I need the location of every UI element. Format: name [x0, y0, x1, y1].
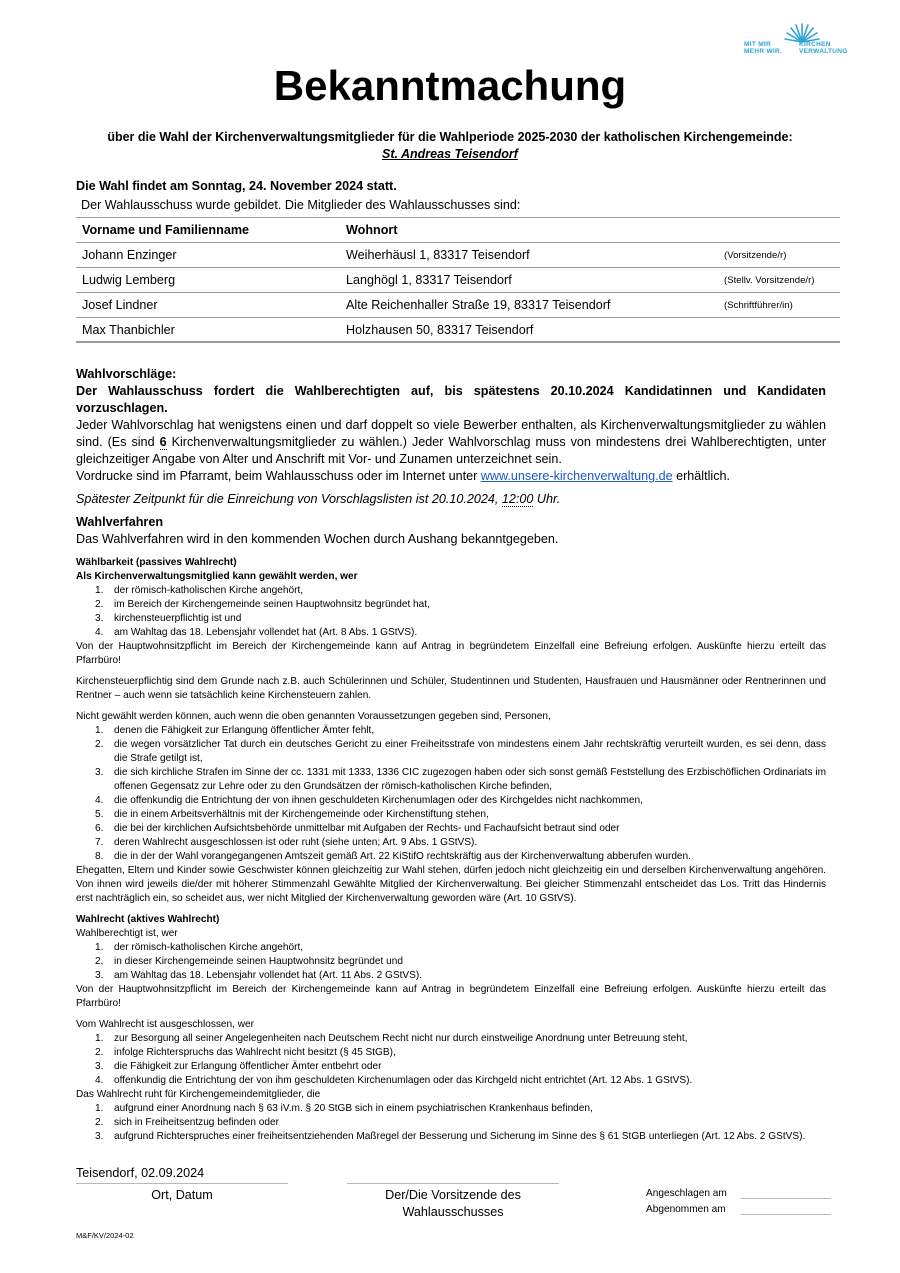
list-item: 2. infolge Richterspruchs das Wahlrecht nicht besitzt (§ 45 StGB), — [95, 1047, 396, 1058]
list-item: 8. die in der der Wahl vorangegangenen Amtszeit gemäß Art. 22 KiStifO rechtskräftig aus der Kirchenverwaltung abberufen wurden. — [95, 851, 691, 862]
procedure-heading: Wahlverfahren — [76, 515, 164, 529]
list-item: 3. kirchensteuerpflichtig ist und — [95, 613, 242, 624]
member-name: Josef Lindner — [76, 293, 340, 318]
suspended-list — [76, 1102, 826, 1144]
list-item: 4. die offenkundig die Entrichtung der von ihnen geschuldeten Kirchenumlagen oder des Kirchgeldes nicht nachkommen, — [95, 795, 643, 806]
member-name: Johann Enzinger — [76, 243, 340, 268]
excluded-list — [76, 724, 826, 864]
list-item: 2. sich in Freiheitsentzug befinden oder — [95, 1117, 279, 1128]
deadline-time: 12:00 — [501, 492, 534, 506]
list-item: 3. am Wahltag das 18. Lebensjahr vollendet hat (Art. 11 Abs. 2 GStVS). — [95, 970, 423, 981]
list-item: 2. in dieser Kirchengemeinde seinen Hauptwohnsitz begründet und — [95, 956, 403, 967]
header-address: Wohnort — [340, 218, 718, 243]
logo — [744, 18, 864, 60]
member-address: Alte Reichenhaller Straße 19, 83317 Teisendorf — [340, 293, 718, 318]
place-date-label: Ort, Datum — [151, 1188, 213, 1202]
relatives-note: Ehegatten, Eltern und Kinder sowie Geschwister können gleichzeitig zur Wahl stehen, dürfen jedoch nicht gleichzeitig ein und derselben Kirchenverwaltung angehören. Von ihnen wird jeweils die/der mit höherer Stimmenzahl Gewählte Mitglied der Kirchenverwaltung. Bei gleicher Stimmenzahl entscheidet das Los. Tritt das Hindernis erst nachträglich ein, so scheidet aus, wer nicht Mitglied der Kirchenverwaltung geworden wäre (Art. 10 GStVS). — [76, 865, 826, 904]
table-header-row — [76, 218, 840, 243]
header-name: Vorname und Familienname — [76, 218, 340, 243]
page-title: Bekanntmachung — [273, 62, 627, 109]
member-address: Weiherhäusl 1, 83317 Teisendorf — [340, 243, 718, 268]
chair-label: Der/Die Vorsitzende des Wahlausschusses — [385, 1188, 521, 1219]
member-role: (Vorsitzende/r) — [718, 243, 840, 268]
posted-date-line — [741, 1198, 831, 1199]
subtitle-text: über die Wahl der Kirchenverwaltungsmitglieder für die Wahlperiode 2025-2030 der katholischen Kirchengemeinde: — [107, 130, 793, 144]
list-item: 1. der römisch-katholischen Kirche angehört, — [95, 942, 304, 953]
member-name: Ludwig Lemberg — [76, 268, 340, 293]
place-date-line — [76, 1183, 288, 1184]
member-role — [718, 318, 840, 343]
list-item: 1. der römisch-katholischen Kirche angehört, — [95, 585, 304, 596]
place-date-value: Teisendorf, 02.09.2024 — [76, 1166, 205, 1180]
passive-list — [76, 584, 826, 640]
committee-table — [76, 217, 840, 343]
list-item: 7. deren Wahlrecht ausgeschlossen ist oder ruht (siehe unten; Art. 9 Abs. 1 GStVS). — [95, 837, 478, 848]
proposals-heading: Wahlvorschläge: — [76, 367, 177, 381]
active-exemption: Von der Hauptwohnsitzpflicht im Bereich der Kirchengemeinde kann auf Antrag in begründetem Einzelfall eine Befreiung erfolgen. Auskünfte hierzu erteilt das Pfarrbüro! — [76, 984, 826, 1009]
member-address: Holzhausen 50, 83317 Teisendorf — [340, 318, 718, 343]
excluded-intro: Nicht gewählt werden können, auch wenn die oben genannten Voraussetzungen gegeben sind, Personen, — [76, 711, 551, 722]
passive-subheading: Als Kirchenverwaltungsmitglied kann gewählt werden, wer — [76, 571, 358, 582]
list-item: 4. am Wahltag das 18. Lebensjahr vollendet hat (Art. 8 Abs. 1 GStVS). — [95, 627, 418, 638]
proposals-call: Der Wahlausschuss fordert die Wahlberechtigten auf, bis spätestens 20.10.2024 Kandidatinnen und Kandidaten vorzuschlagen. — [76, 384, 826, 415]
subtitle — [0, 129, 900, 163]
passive-exemption: Von der Hauptwohnsitzpflicht im Bereich der Kirchengemeinde kann auf Antrag in begründetem Einzelfall eine Befreiung erfolgen. Auskünfte hierzu erteilt das Pfarrbüro! — [76, 641, 826, 666]
member-role: (Schriftführer/in) — [718, 293, 840, 318]
seat-count: 6 — [159, 435, 167, 449]
table-row — [76, 318, 840, 343]
member-name: Max Thanbichler — [76, 318, 340, 343]
list-item: 2. im Bereich der Kirchengemeinde seinen Hauptwohnsitz begründet hat, — [95, 599, 430, 610]
list-item: 5. die in einem Arbeitsverhältnis mit der Kirchengemeinde oder Kirchenstiftung stehen, — [95, 809, 489, 820]
table-row — [76, 243, 840, 268]
list-item: 1. aufgrund einer Anordnung nach § 63 iV.m. § 20 StGB sich in einem psychiatrischen Krankenhaus befinden, — [95, 1103, 593, 1114]
election-date: Die Wahl findet am Sonntag, 24. November 2024 statt. — [76, 179, 397, 193]
list-item: 3. die sich kirchliche Strafen im Sinne der cc. 1331 mit 1333, 1336 CIC zugezogen haben oder sich sonst gemäß Feststellung des Erzbischöflichen Ordinariats im offenen Gegensatz zur Lehre oder zu den Grundsätzen der römisch-katholischen Kirche befinden, — [95, 767, 826, 792]
parish-name: St. Andreas Teisendorf — [382, 147, 518, 161]
list-item: 1. denen die Fähigkeit zur Erlangung öffentlicher Ämter fehlt, — [95, 725, 375, 736]
list-item: 4. offenkundig die Entrichtung der von ihm geschuldeten Kirchenumlagen oder das Kirchgeld nicht entrichtet (Art. 12 Abs. 1 GStVS). — [95, 1075, 693, 1086]
table-row — [76, 293, 840, 318]
active-list — [76, 941, 826, 983]
proposals-forms: Vordrucke sind im Pfarramt, beim Wahlausschuss oder im Internet unter www.unsere-kirchenverwaltung.de erhältlich. — [76, 469, 730, 483]
active-excluded-list — [76, 1032, 826, 1088]
list-item: 2. die wegen vorsätzlicher Tat durch ein deutsches Gericht zu einer Freiheitsstrafe von mindestens einem Jahr rechtskräftig verurteilt wurden, es sei denn, dass die Strafe getilgt ist, — [95, 739, 826, 764]
table-row — [76, 268, 840, 293]
form-code: M&F/KV/2024-02 — [76, 1231, 134, 1240]
posted-label: Angeschlagen am — [646, 1188, 727, 1199]
website-link[interactable]: www.unsere-kirchenverwaltung.de — [480, 469, 673, 483]
active-excluded-intro: Vom Wahlrecht ist ausgeschlossen, wer — [76, 1019, 255, 1030]
active-intro: Wahlberechtigt ist, wer — [76, 928, 178, 939]
header-role — [718, 218, 840, 243]
rights-section — [76, 556, 826, 1144]
chair-signature-line — [347, 1183, 559, 1184]
member-role: (Stellv. Vorsitzende/r) — [718, 268, 840, 293]
logo-brand: KIRCHEN VERWALTUNG — [799, 41, 848, 55]
list-item: 3. aufgrund Richterspruches einer freiheitsentziehenden Maßregel der Besserung und Sicherung im Sinne des § 61 StGB unterliegen (Art. 12 Abs. 2 GStVS). — [95, 1131, 806, 1142]
list-item: 3. die Fähigkeit zur Erlangung öffentlicher Ämter entbehrt oder — [95, 1061, 382, 1072]
proposals-section — [76, 366, 826, 548]
list-item: 6. die bei der kirchlichen Aufsichtsbehörde unmittelbar mit Aufgaben der Rechts- und Fachaufsicht betraut sind oder — [95, 823, 620, 834]
list-item: 1. zur Besorgung all seiner Angelegenheiten nach Deutschem Recht nicht nur durch einstweilige Anordnung unter Betreuung steht, — [95, 1033, 688, 1044]
removed-date-line — [741, 1214, 831, 1215]
active-heading: Wahlrecht (aktives Wahlrecht) — [76, 914, 220, 925]
member-address: Langhögl 1, 83317 Teisendorf — [340, 268, 718, 293]
removed-label: Abgenommen am — [646, 1204, 726, 1215]
suspended-intro: Das Wahlrecht ruht für Kirchengemeindemitglieder, die — [76, 1089, 321, 1100]
proposals-rules: Jeder Wahlvorschlag hat wenigstens einen und darf doppelt so viele Bewerber enthalten, als Kirchenverwaltungsmitglieder zu wählen sind. (Es sind 6 Kirchenverwaltungsmitglieder zu wählen.) Jeder Wahlvorschlag muss von mindestens drei Wahlberechtigten, unter gleichzeitiger Angabe von Alter und Anschrift mit Vor- und Zunamen unterzeichnet sein. — [76, 418, 827, 466]
logo-slogan: MIT MIR MEHR WIR. — [744, 41, 783, 55]
tax-note: Kirchensteuerpflichtig sind dem Grunde nach z.B. auch Schülerinnen und Schüler, Studentinnen und Studenten, Hausfrauen und Hausmänner oder Rentnerinnen und Rentner – auch wenn sie tatsächlich keine Kirchensteuern zahlen. — [76, 676, 826, 701]
procedure-text: Das Wahlverfahren wird in den kommenden Wochen durch Aushang bekanntgegeben. — [76, 532, 559, 546]
passive-heading: Wählbarkeit (passives Wahlrecht) — [76, 557, 237, 568]
divider — [76, 341, 840, 342]
committee-intro: Der Wahlausschuss wurde gebildet. Die Mitglieder des Wahlausschusses sind: — [81, 198, 521, 212]
proposals-deadline: Spätester Zeitpunkt für die Einreichung von Vorschlagslisten ist 20.10.2024, 12:00 Uhr. — [76, 492, 561, 506]
